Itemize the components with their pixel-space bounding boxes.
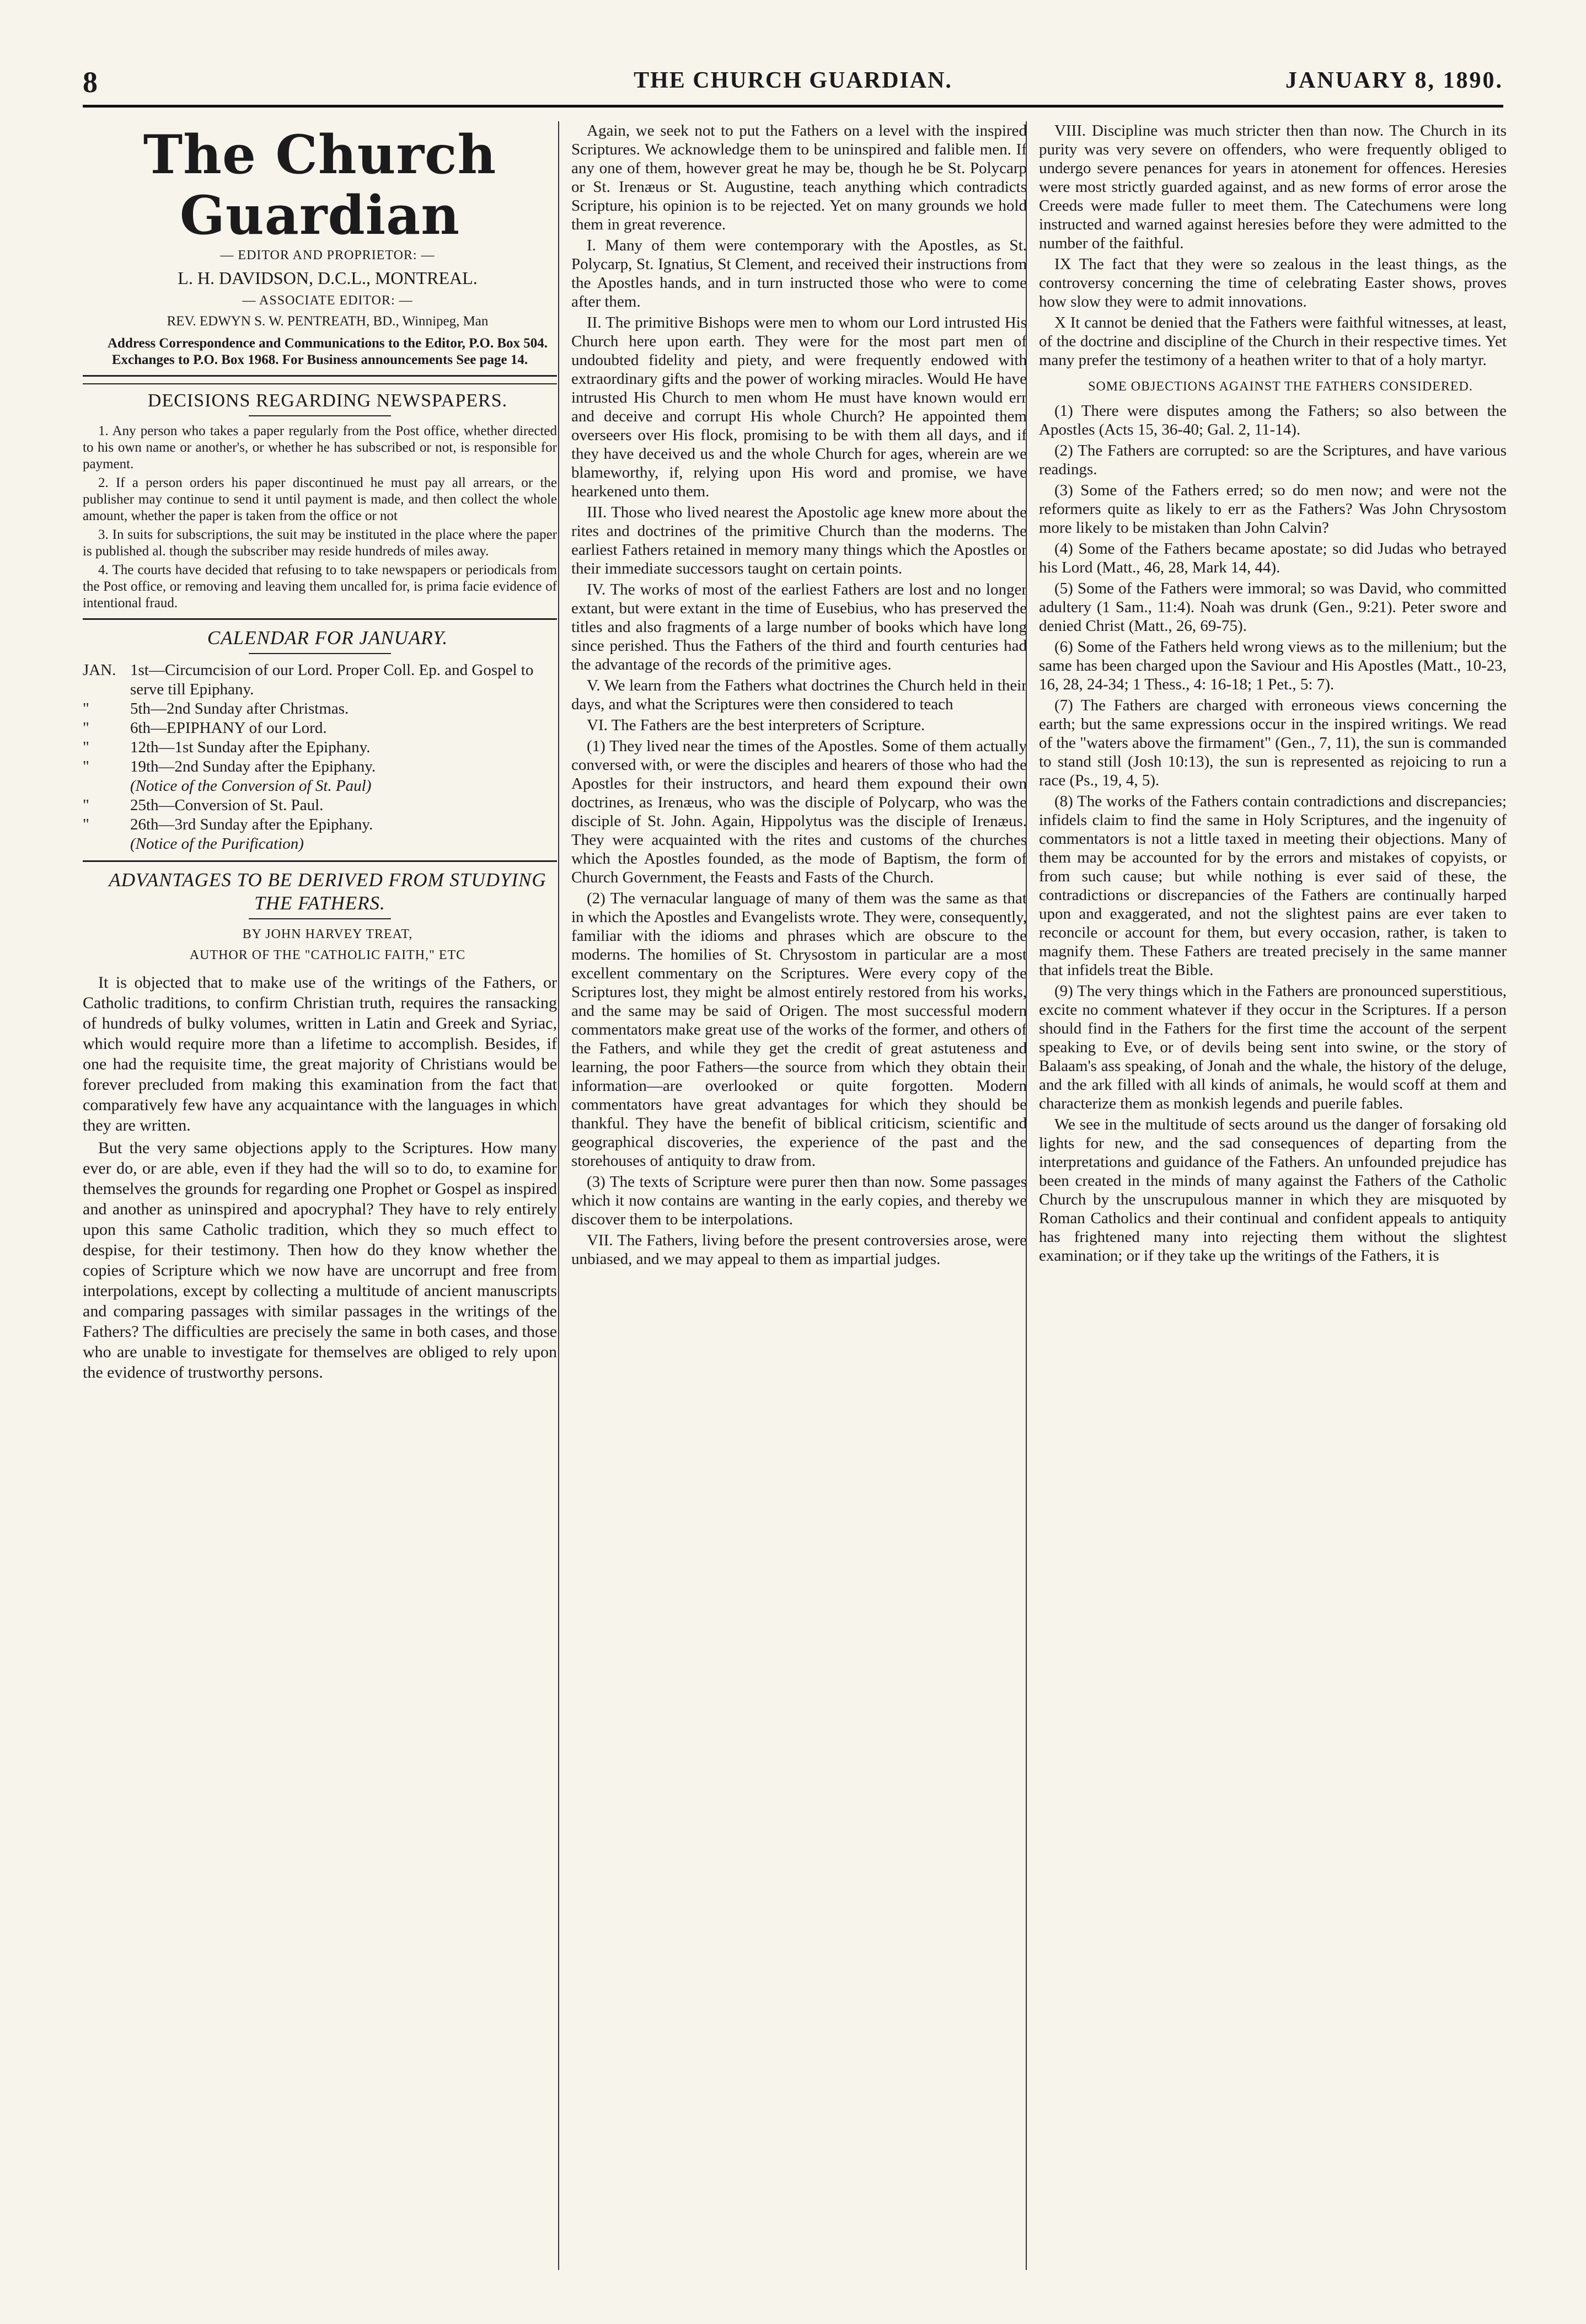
divider xyxy=(249,918,391,919)
decision-item: 4. The courts have decided that refusing to to take newspapers or periodicals from the Post office, or removing and leaving them uncalled for, is prima facie evidence of intentional fraud. xyxy=(83,563,557,611)
associate-editor-label: — ASSOCIATE EDITOR: — xyxy=(242,293,413,308)
calendar-entry: " 5th—2nd Sunday after Christmas. xyxy=(83,700,349,717)
divider xyxy=(83,618,557,620)
article-paragraph: (6) Some of the Fathers held wrong views as to the millenium; but the same has been charged upon the Saviour and His Apostles (Matt., 10-23, 16, 28, 24-34; 1 Thess., 4: 16-18; 1 Pet., 5: 7). xyxy=(1039,638,1507,693)
running-header xyxy=(83,65,1503,98)
column-3 xyxy=(1026,121,1507,2270)
column-2 xyxy=(558,121,1027,2270)
article-paragraph: (1) They lived near the times of the Apostles. Some of them actually conversed with, or were the disciples and hearers of those who had the Apostles for their instructors, and heard them expound their own doctrines, as Irenæus, who was the disciple of Polycarp, who was the disciple of St. John. Again, Hippolytus was the disciple of Irenæus. They were acquainted with the rites and customs of the churches which the Apostles founded, as the mode of Baptism, the form of Church Government, the Feasts and Fasts of the Church. xyxy=(571,737,1027,886)
article-paragraph: V. We learn from the Fathers what doctrines the Church held in their days, and what the Scriptures were then considered to teach xyxy=(571,677,1027,713)
masthead-title: The Church Guardian xyxy=(143,124,497,247)
decision-item: 3. In suits for subscriptions, the suit may be instituted in the place where the paper is published al. though the subscriber may reside hundreds of miles away. xyxy=(83,527,557,559)
calendar-entry: " 6th—EPIPHANY of our Lord. xyxy=(83,719,327,737)
article-paragraph: (3) The texts of Scripture were purer then than now. Some passages which it now contains are wanting in the early copies, and thereby we discover them to be interpolations. xyxy=(571,1173,1027,1228)
paper-title: THE CHURCH GUARDIAN. xyxy=(634,68,952,93)
article-paragraph: I. Many of them were contemporary with the Apostles, as St. Polycarp, St. Ignatius, St Clement, and received their instructions from the Apostles hands, and in turn instructed those who were to come after them. xyxy=(571,237,1027,310)
calendar-entry: " 12th—1st Sunday after the Epiphany. xyxy=(83,738,371,756)
article-paragraph: (1) There were disputes among the Fathers; so also between the Apostles (Acts 15, 36-40; Gal. 2, 11-14). xyxy=(1039,402,1507,438)
decisions-heading: DECISIONS REGARDING NEWSPAPERS. xyxy=(147,390,508,411)
calendar-heading: CALENDAR FOR JANUARY. xyxy=(207,627,448,649)
calendar-entry: " 26th—3rd Sunday after the Epiphany. xyxy=(83,816,373,833)
header-rule xyxy=(83,105,1503,108)
issue-date: JANUARY 8, 1890. xyxy=(1285,68,1503,93)
article-paragraph: VI. The Fathers are the best interpreters of Scripture. xyxy=(587,716,925,734)
article-paragraph: (2) The Fathers are corrupted: so are the Scriptures, and have various readings. xyxy=(1039,442,1507,478)
associate-editor-name: REV. EDWYN S. W. PENTREATH, BD., Winnipeg, Man xyxy=(167,314,489,329)
article-paragraph: II. The primitive Bishops were men to whom our Lord intrusted His Church here upon earth. They were for the most part men of undoubted fidelity and piety, and were frequently endowed with extraordinary gifts and the power of working miracles. Would He have intrusted His Church to men whom He must have known would err and deceive and corrupt His whole Church? He appointed them overseers over His flock, promising to be with them all days, and if they have deceived us and the whole Church for ages, wherein are we blameworthy, if, relying upon His word and promise, we have hearkened unto them. xyxy=(571,314,1027,500)
article-title: ADVANTAGES TO BE DERIVED FROM STUDYING THE FATHERS. xyxy=(109,869,546,914)
article-byline: BY JOHN HARVEY TREAT, xyxy=(242,927,413,941)
article-paragraph: VII. The Fathers, living before the present controversies arose, were unbiased, and we may appeal to them as impartial judges. xyxy=(571,1231,1027,1268)
article-paragraph: (5) Some of the Fathers were immoral; so was David, who committed adultery (1 Sam., 11:4). Noah was drunk (Gen., 9:21). Peter swore and denied Christ (Matt., 26, 69-75). xyxy=(1039,580,1507,635)
article-paragraph: It is objected that to make use of the writings of the Fathers, or Catholic traditions, to confirm Christian truth, requires the ransacking of hundreds of bulky volumes, written in Latin and Greek and Syriac, which would require more than a lifetime to accomplish. Besides, if one had the requisite time, the great majority of Christians would be forever precluded from making this examination from the fact that comparatively few have any acquaintance with the languages in which they are written. xyxy=(83,973,557,1134)
article-paragraph: X It cannot be denied that the Fathers were faithful witnesses, at least, of the doctrine and discipline of the Church in their respective times. Yet many prefer the testimony of a heathen writer to that of a holy martyr. xyxy=(1039,314,1507,369)
objections-heading: SOME OBJECTIONS AGAINST THE FATHERS CONSIDERED. xyxy=(1088,379,1473,394)
article-paragraph: (3) Some of the Fathers erred; so do men now; and were not the reformers quite as likely to err as the Fathers? Was John Chrysostom more likely to be mistaken than John Calvin? xyxy=(1039,481,1507,537)
article-paragraph: IX The fact that they were so zealous in the least things, as the controversy concerning the time of celebrating Easter shows, proves how slow they were to admit innovations. xyxy=(1039,255,1507,310)
calendar-entry: " 25th—Conversion of St. Paul. xyxy=(83,796,324,814)
calendar-note: (Notice of the Purification) xyxy=(130,835,304,853)
article-byline-credit: AUTHOR OF THE "CATHOLIC FAITH," ETC xyxy=(189,948,466,962)
calendar-note: (Notice of the Conversion of St. Paul) xyxy=(130,777,372,795)
divider xyxy=(249,653,391,654)
article-paragraph: VIII. Discipline was much stricter then than now. The Church in its purity was very severe on offenders, who were frequently obliged to undergo severe penances for years in atonement for offences. Heresies were most strictly guarded against, and as new forms of error arose the Creeds were made fuller to meet them. The Catechumens were long instructed and warned against heresies before they were admitted to the number of the faithful. xyxy=(1039,122,1507,252)
article-paragraph: (4) Some of the Fathers became apostate; so did Judas who betrayed his Lord (Matt., 46, 28, Mark 14, 44). xyxy=(1039,540,1507,576)
address-notice: Address Correspondence and Communications to the Editor, P.O. Box 504. Exchanges to P.O. Box 1968. For Business announcements See page 14. xyxy=(108,336,548,367)
article-paragraph: (2) The vernacular language of many of them was the same as that in which the Apostles and Evangelists wrote. They were, consequently, familiar with the idioms and phrases which are obscure to the moderns. The homilies of St. Chrysostom in particular are a most excellent commentary on the Scriptures. Were every copy of the Scriptures lost, they might be almost entirely restored from his works, and the same may be said of Origen. The most successful modern commentators make great use of the works of the former, and others of the Fathers, and while they get the credit of great astuteness and learning, the poor Fathers—the source from which they obtain their information—are overlooked or quite forgotten. Modern commentators have great advantages for which they should be thankful. They have the benefit of biblical criticism, scientific and geographical discoveries, the experience of the past and the storehouses of antiquity to draw from. xyxy=(571,890,1027,1170)
divider xyxy=(83,375,557,377)
divider xyxy=(83,383,557,384)
divider xyxy=(249,415,391,416)
editor-label: — EDITOR AND PROPRIETOR: — xyxy=(220,248,435,263)
calendar-entry: JAN. 1st—Circumcision of our Lord. Proper Coll. Ep. and Gospel to serve till Epiphany. xyxy=(83,661,534,698)
column-1 xyxy=(83,121,557,2270)
article-paragraph: We see in the multitude of sects around us the danger of forsaking old lights for new, and the sad consequences of departing from the interpretations and guidance of the Fathers. An unfounded prejudice has been created in the minds of many against the Fathers of the Catholic Church by the unscrupulous manner in which they are misquoted by Roman Catholics and their continual and confident appeals to antiquity has frightened many into rejecting them without the slightest examination; or if they take up the writings of the Fathers, it is xyxy=(1039,1116,1507,1265)
page-number: 8 xyxy=(83,66,98,99)
article-paragraph: (8) The works of the Fathers contain contradictions and discrepancies; infidels claim to find the same in Holy Scriptures, and the ingenuity of commentators is not a little taxed in meeting their objections. Many of them may be accounted for by the errors and mistakes of copyists, or from such cause; but while nothing is ever said of these, the contradictions or discrepancies of the Fathers are continually harped upon and exaggerated, and not the slightest pains are ever taken to reconcile or account for them, but every occasion, rather, is taken to magnify them. These Fathers are treated precisely in the same manner that infidels treat the Bible. xyxy=(1039,792,1507,979)
article-paragraph: Again, we seek not to put the Fathers on a level with the inspired Scriptures. We acknowledge them to be uninspired and falible men. If any one of them, however great he may be, though he be St. Polycarp or St. Irenæus or St. Augustine, teach anything which contradicts Scripture, his opinion is to be rejected. Yet on many grounds we hold them in great reverence. xyxy=(571,122,1027,233)
article-paragraph: IV. The works of most of the earliest Fathers are lost and no longer extant, but were extant in the time of Eusebius, who has preserved the titles and also fragments of a large number of books which have long since perished. Thus the Fathers of the third and fourth centuries had the advantage of the records of the primitive ages. xyxy=(571,581,1027,673)
decision-item: 2. If a person orders his paper discontinued he must pay all arrears, or the publisher may continue to send it until payment is made, and then collect the whole amount, whether the paper is taken from the office or not xyxy=(83,475,557,523)
article-paragraph: But the very same objections apply to the Scriptures. How many ever do, or are able, even if they had the will so to do, to examine for themselves the grounds for regarding one Prophet or Gospel as inspired and another as uninspired and apocryphal? They have to rely entirely upon this same Catholic tradition, which they so much effect to despise, for their testimony. Then how do they know whether the copies of Scripture which we now have are uncorrupt and free from interpolations, except by collecting a multitude of ancient manuscripts and comparing passages with similar passages in the writings of the Fathers? The difficulties are precisely the same in both cases, and those who are unable to investigate for themselves are obliged to rely upon the evidence of trustworthy persons. xyxy=(83,1139,557,1381)
decision-item: 1. Any person who takes a paper regularly from the Post office, whether directed to his own name or another's, or whether he has subscribed or not, is responsible for payment. xyxy=(83,424,557,472)
editor-name: L. H. DAVIDSON, D.C.L., MONTREAL. xyxy=(178,268,478,288)
article-paragraph: (9) The very things which in the Fathers are pronounced superstitious, excite no comment whatever if they occur in the Scriptures. If a person should find in the Fathers for the first time the account of the serpent speaking to Eve, or of devils being sent into swine, or the story of Balaam's ass speaking, of Jonah and the whale, the history of the deluge, and the ark filled with all kinds of animals, he would scoff at them and characterize them as monkish legends and puerile fables. xyxy=(1039,982,1507,1112)
divider xyxy=(83,860,557,862)
article-paragraph: (7) The Fathers are charged with erroneous views concerning the earth; but the same expressions occur in the inspired writings. We read of the "waters above the firmament" (Gen., 7, 11), the sun is commanded to stand still (Josh 10:13), the sun is represented as rejoicing to run a race (Ps., 19, 4, 5). xyxy=(1039,697,1507,789)
article-paragraph: III. Those who lived nearest the Apostolic age knew more about the rites and doctrines of the primitive Church than the moderns. The earliest Fathers retained in memory many things which the Apostles or their immediate successors taught on certain points. xyxy=(571,504,1027,577)
calendar-entry: " 19th—2nd Sunday after the Epiphany. xyxy=(83,758,376,775)
